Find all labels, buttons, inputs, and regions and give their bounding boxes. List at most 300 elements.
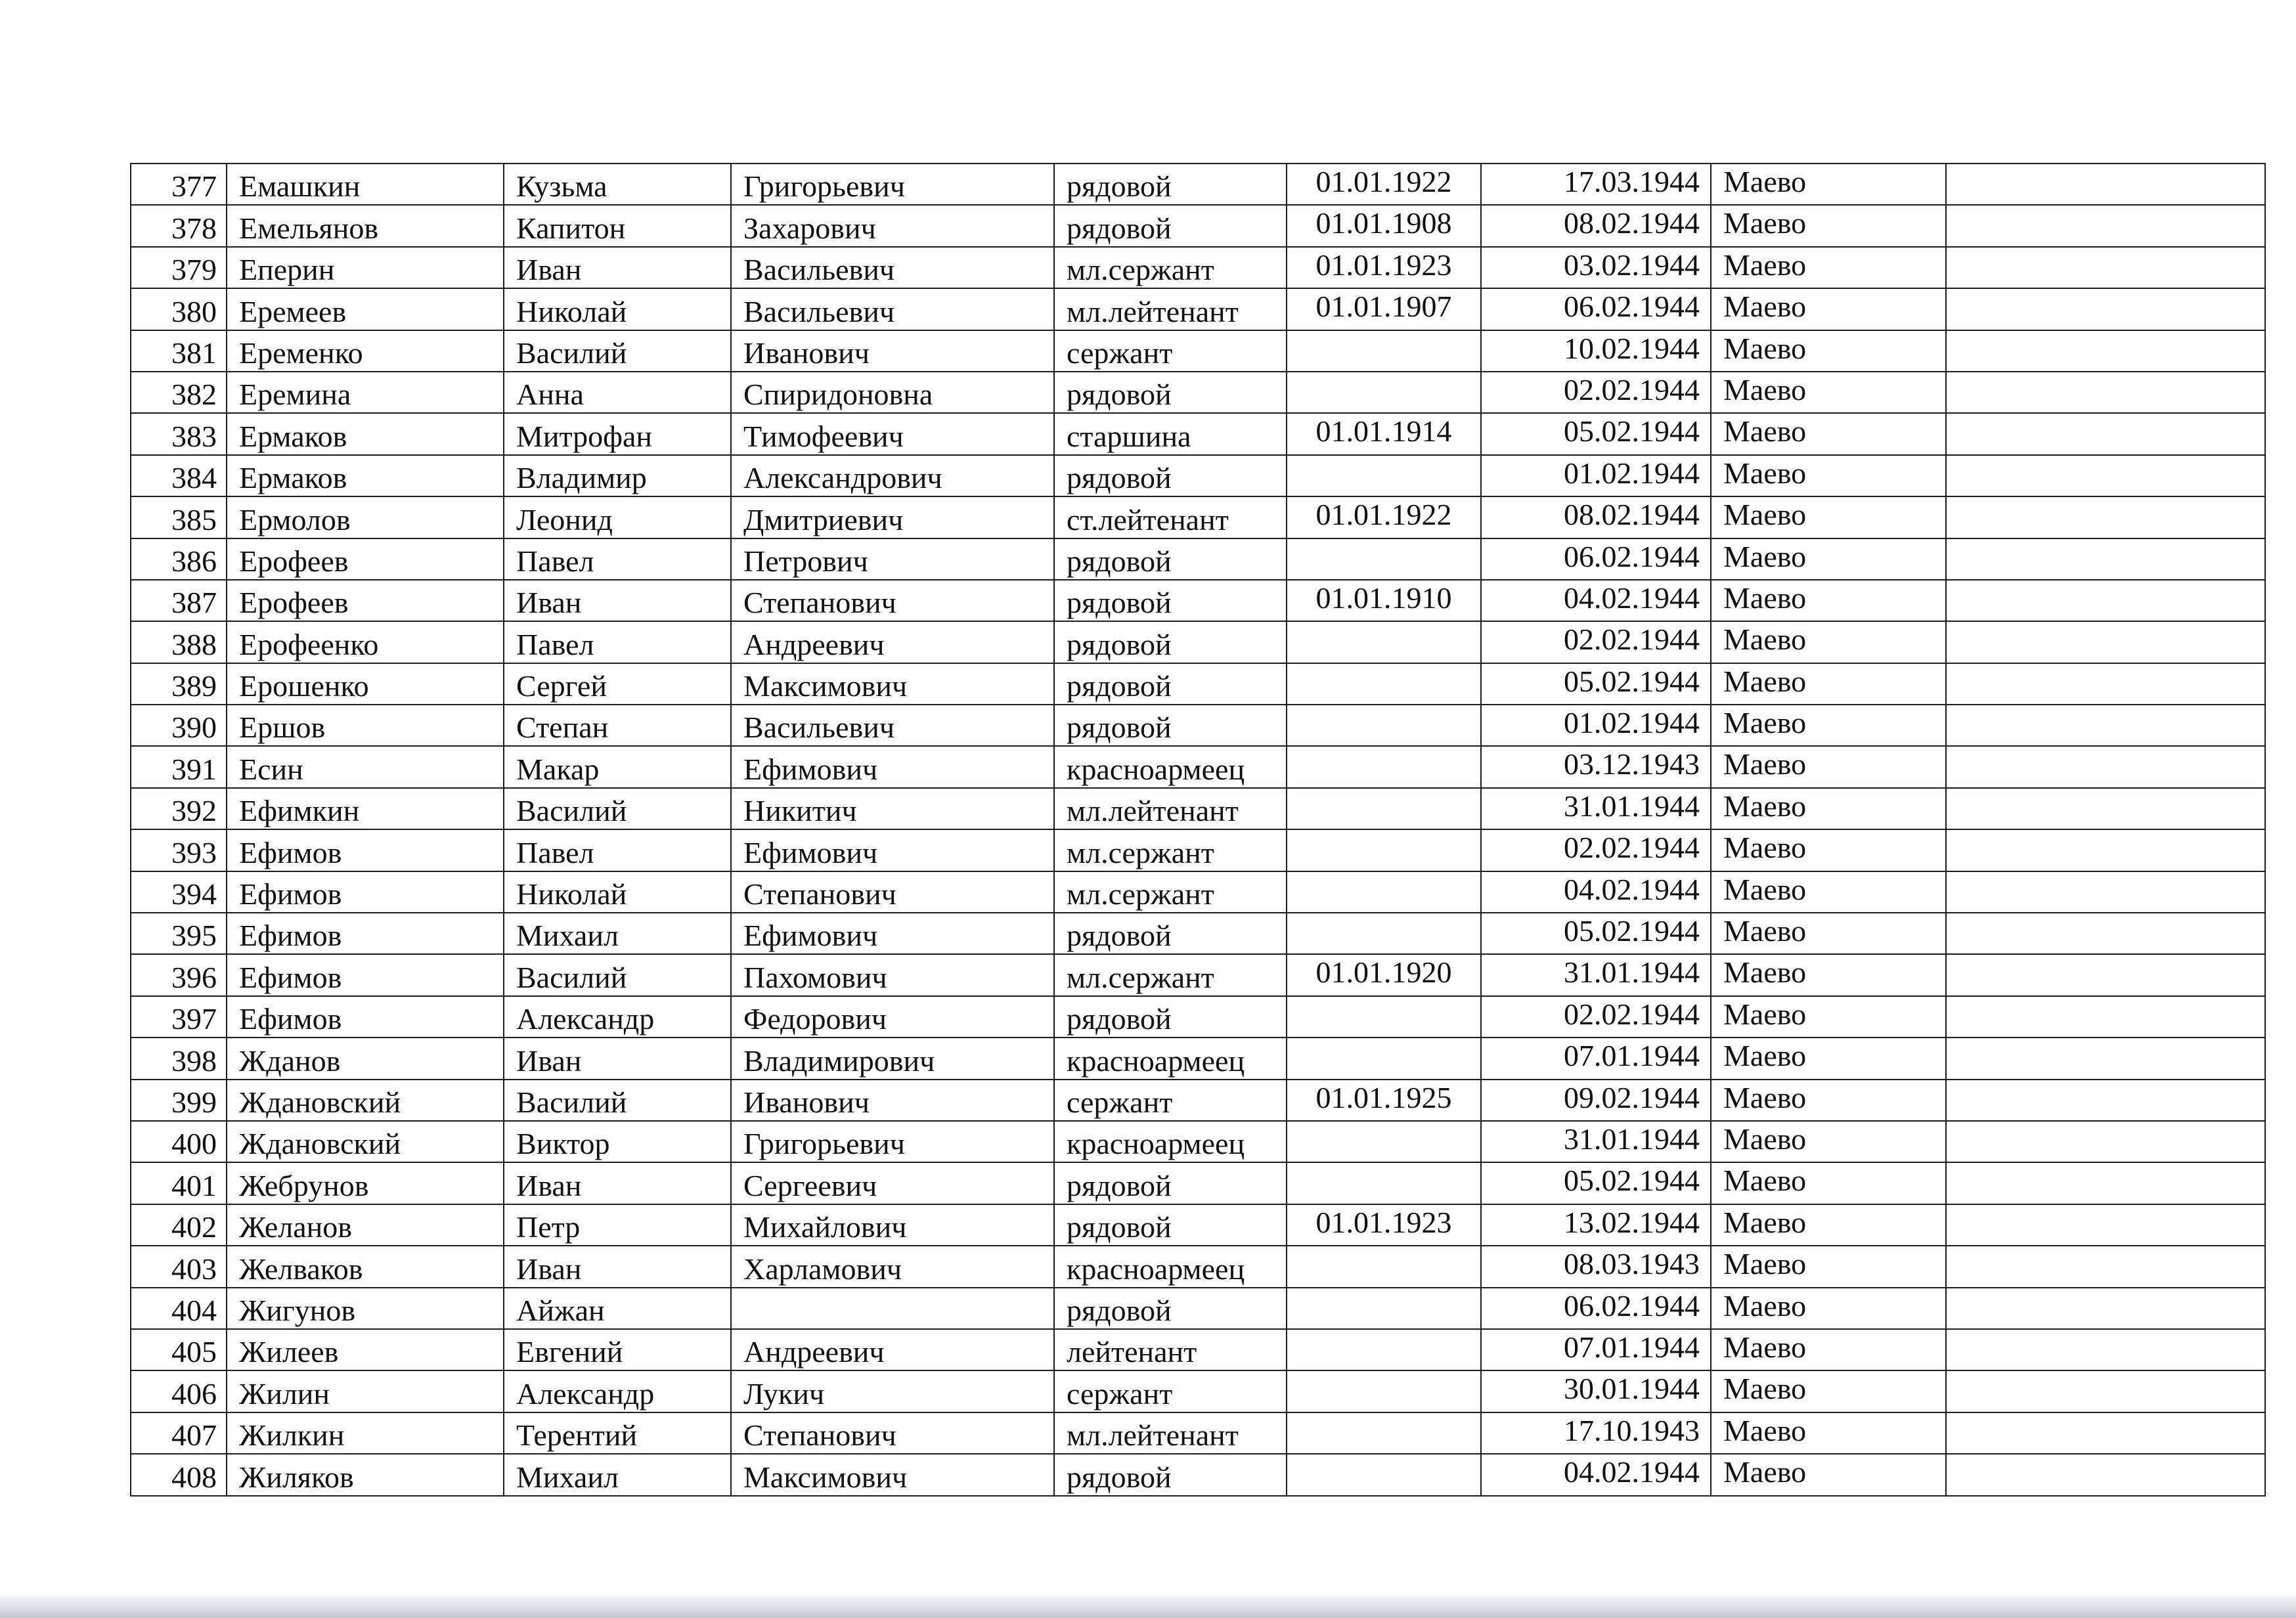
death-date: 17.10.1943: [1481, 1412, 1711, 1454]
row-number: 380: [131, 288, 227, 330]
birth-date: 01.01.1914: [1287, 413, 1481, 454]
rank: рядовой: [1054, 1288, 1287, 1329]
notes-cell: [1946, 372, 2265, 413]
table-row: [131, 164, 2265, 205]
burial-place: Маево: [1711, 1412, 1946, 1454]
row-number: 388: [131, 621, 227, 663]
first-name: Иван: [504, 580, 731, 621]
table-row: [131, 455, 2265, 496]
patronymic: Ефимович: [731, 746, 1054, 787]
death-date: 01.02.1944: [1481, 455, 1711, 496]
birth-date: 01.01.1907: [1287, 288, 1481, 330]
burial-place: Маево: [1711, 621, 1946, 663]
table-row: [131, 871, 2265, 913]
notes-cell: [1946, 413, 2265, 454]
table-row: [131, 288, 2265, 330]
notes-cell: [1946, 746, 2265, 787]
notes-cell: [1946, 1162, 2265, 1204]
notes-cell: [1946, 1454, 2265, 1495]
burial-place: Маево: [1711, 788, 1946, 829]
first-name: Евгений: [504, 1329, 731, 1370]
birth-date: [1287, 538, 1481, 580]
last-name: Желваков: [227, 1246, 504, 1287]
rank: рядовой: [1054, 913, 1287, 954]
notes-cell: [1946, 455, 2265, 496]
first-name: Александр: [504, 996, 731, 1038]
notes-cell: [1946, 1121, 2265, 1162]
patronymic: Дмитриевич: [731, 496, 1054, 538]
notes-cell: [1946, 705, 2265, 746]
rank: рядовой: [1054, 164, 1287, 205]
table-row: [131, 247, 2265, 288]
birth-date: [1287, 913, 1481, 954]
notes-cell: [1946, 1038, 2265, 1079]
burial-place: Маево: [1711, 1038, 1946, 1079]
birth-date: 01.01.1922: [1287, 164, 1481, 205]
table-row: [131, 496, 2265, 538]
first-name: Михаил: [504, 1454, 731, 1495]
patronymic: Андреевич: [731, 1329, 1054, 1370]
first-name: Иван: [504, 247, 731, 288]
burial-place: Маево: [1711, 413, 1946, 454]
table-row: [131, 330, 2265, 372]
row-number: 407: [131, 1412, 227, 1454]
death-date: 01.02.1944: [1481, 705, 1711, 746]
row-number: 378: [131, 205, 227, 246]
table-row: [131, 413, 2265, 454]
birth-date: [1287, 1162, 1481, 1204]
burial-place: Маево: [1711, 1080, 1946, 1121]
table-row: [131, 663, 2265, 705]
birth-date: [1287, 1246, 1481, 1287]
birth-date: [1287, 829, 1481, 871]
last-name: Желанов: [227, 1204, 504, 1246]
death-date: 05.02.1944: [1481, 663, 1711, 705]
table-row: [131, 954, 2265, 995]
death-date: 30.01.1944: [1481, 1370, 1711, 1412]
last-name: Ерофеев: [227, 538, 504, 580]
last-name: Ефимов: [227, 913, 504, 954]
birth-date: [1287, 330, 1481, 372]
row-number: 379: [131, 247, 227, 288]
patronymic: Лукич: [731, 1370, 1054, 1412]
row-number: 403: [131, 1246, 227, 1287]
row-number: 404: [131, 1288, 227, 1329]
patronymic: Иванович: [731, 330, 1054, 372]
birth-date: [1287, 746, 1481, 787]
notes-cell: [1946, 288, 2265, 330]
row-number: 389: [131, 663, 227, 705]
patronymic: Спиридоновна: [731, 372, 1054, 413]
rank: рядовой: [1054, 1162, 1287, 1204]
birth-date: [1287, 372, 1481, 413]
first-name: Василий: [504, 954, 731, 995]
first-name: Виктор: [504, 1121, 731, 1162]
birth-date: [1287, 1454, 1481, 1495]
first-name: Павел: [504, 829, 731, 871]
table-row: [131, 621, 2265, 663]
first-name: Иван: [504, 1246, 731, 1287]
row-number: 392: [131, 788, 227, 829]
rank: мл.сержант: [1054, 829, 1287, 871]
burial-place: Маево: [1711, 164, 1946, 205]
burial-place: Маево: [1711, 455, 1946, 496]
first-name: Терентий: [504, 1412, 731, 1454]
table-row: [131, 1246, 2265, 1287]
rank: мл.сержант: [1054, 954, 1287, 995]
patronymic: Михайлович: [731, 1204, 1054, 1246]
notes-cell: [1946, 538, 2265, 580]
death-date: 09.02.1944: [1481, 1080, 1711, 1121]
burial-place: Маево: [1711, 1370, 1946, 1412]
burial-place: Маево: [1711, 1121, 1946, 1162]
burial-place: Маево: [1711, 1162, 1946, 1204]
last-name: Жданов: [227, 1038, 504, 1079]
notes-cell: [1946, 788, 2265, 829]
birth-date: 01.01.1925: [1287, 1080, 1481, 1121]
patronymic: Харламович: [731, 1246, 1054, 1287]
patronymic: Степанович: [731, 580, 1054, 621]
burial-place: Маево: [1711, 1246, 1946, 1287]
death-date: 03.02.1944: [1481, 247, 1711, 288]
row-number: 399: [131, 1080, 227, 1121]
birth-date: [1287, 788, 1481, 829]
birth-date: 01.01.1923: [1287, 1204, 1481, 1246]
notes-cell: [1946, 1080, 2265, 1121]
death-date: 07.01.1944: [1481, 1329, 1711, 1370]
row-number: 402: [131, 1204, 227, 1246]
patronymic: Степанович: [731, 871, 1054, 913]
table-row: [131, 1412, 2265, 1454]
death-date: 31.01.1944: [1481, 954, 1711, 995]
first-name: Павел: [504, 538, 731, 580]
rank: красноармеец: [1054, 1121, 1287, 1162]
birth-date: [1287, 621, 1481, 663]
notes-cell: [1946, 205, 2265, 246]
birth-date: [1287, 1370, 1481, 1412]
notes-cell: [1946, 829, 2265, 871]
birth-date: 01.01.1908: [1287, 205, 1481, 246]
last-name: Ермолов: [227, 496, 504, 538]
death-date: 10.02.1944: [1481, 330, 1711, 372]
notes-cell: [1946, 621, 2265, 663]
death-date: 04.02.1944: [1481, 871, 1711, 913]
row-number: 397: [131, 996, 227, 1038]
notes-cell: [1946, 1288, 2265, 1329]
birth-date: [1287, 1121, 1481, 1162]
patronymic: Пахомович: [731, 954, 1054, 995]
burial-records-table: [130, 163, 2266, 1497]
patronymic: Андреевич: [731, 621, 1054, 663]
row-number: 383: [131, 413, 227, 454]
birth-date: [1287, 1288, 1481, 1329]
notes-cell: [1946, 330, 2265, 372]
table-row: [131, 746, 2265, 787]
row-number: 396: [131, 954, 227, 995]
death-date: 08.03.1943: [1481, 1246, 1711, 1287]
table-row: [131, 1370, 2265, 1412]
last-name: Ерофеев: [227, 580, 504, 621]
row-number: 395: [131, 913, 227, 954]
last-name: Жигунов: [227, 1288, 504, 1329]
first-name: Сергей: [504, 663, 731, 705]
death-date: 05.02.1944: [1481, 1162, 1711, 1204]
burial-place: Маево: [1711, 1288, 1946, 1329]
birth-date: 01.01.1923: [1287, 247, 1481, 288]
burial-place: Маево: [1711, 1204, 1946, 1246]
death-date: 05.02.1944: [1481, 413, 1711, 454]
row-number: 406: [131, 1370, 227, 1412]
patronymic: Никитич: [731, 788, 1054, 829]
rank: рядовой: [1054, 996, 1287, 1038]
first-name: Петр: [504, 1204, 731, 1246]
patronymic: Ефимович: [731, 913, 1054, 954]
rank: мл.лейтенант: [1054, 288, 1287, 330]
notes-cell: [1946, 1412, 2265, 1454]
patronymic: Васильевич: [731, 247, 1054, 288]
last-name: Ерофеенко: [227, 621, 504, 663]
first-name: Михаил: [504, 913, 731, 954]
death-date: 08.02.1944: [1481, 496, 1711, 538]
rank: рядовой: [1054, 1204, 1287, 1246]
first-name: Леонид: [504, 496, 731, 538]
rank: красноармеец: [1054, 1038, 1287, 1079]
birth-date: 01.01.1910: [1287, 580, 1481, 621]
first-name: Василий: [504, 1080, 731, 1121]
notes-cell: [1946, 164, 2265, 205]
rank: рядовой: [1054, 580, 1287, 621]
burial-place: Маево: [1711, 746, 1946, 787]
row-number: 387: [131, 580, 227, 621]
burial-place: Маево: [1711, 871, 1946, 913]
last-name: Жилкин: [227, 1412, 504, 1454]
rank: рядовой: [1054, 705, 1287, 746]
burial-place: Маево: [1711, 996, 1946, 1038]
birth-date: [1287, 705, 1481, 746]
notes-cell: [1946, 871, 2265, 913]
rank: мл.сержант: [1054, 247, 1287, 288]
patronymic: Ефимович: [731, 829, 1054, 871]
table-row: [131, 913, 2265, 954]
rank: рядовой: [1054, 372, 1287, 413]
last-name: Жилеев: [227, 1329, 504, 1370]
first-name: Николай: [504, 288, 731, 330]
patronymic: Сергеевич: [731, 1162, 1054, 1204]
death-date: 17.03.1944: [1481, 164, 1711, 205]
row-number: 390: [131, 705, 227, 746]
burial-place: Маево: [1711, 580, 1946, 621]
last-name: Емельянов: [227, 205, 504, 246]
death-date: 13.02.1944: [1481, 1204, 1711, 1246]
row-number: 381: [131, 330, 227, 372]
burial-place: Маево: [1711, 663, 1946, 705]
last-name: Ермаков: [227, 413, 504, 454]
patronymic: Федорович: [731, 996, 1054, 1038]
rank: мл.сержант: [1054, 871, 1287, 913]
death-date: 08.02.1944: [1481, 205, 1711, 246]
row-number: 408: [131, 1454, 227, 1495]
notes-cell: [1946, 954, 2265, 995]
death-date: 05.02.1944: [1481, 913, 1711, 954]
burial-place: Маево: [1711, 1329, 1946, 1370]
first-name: Александр: [504, 1370, 731, 1412]
death-date: 03.12.1943: [1481, 746, 1711, 787]
birth-date: 01.01.1920: [1287, 954, 1481, 995]
rank: рядовой: [1054, 1454, 1287, 1495]
table-row: [131, 1329, 2265, 1370]
birth-date: [1287, 871, 1481, 913]
table-row: [131, 1080, 2265, 1121]
last-name: Еременко: [227, 330, 504, 372]
last-name: Емашкин: [227, 164, 504, 205]
last-name: Жилин: [227, 1370, 504, 1412]
first-name: Митрофан: [504, 413, 731, 454]
table-row: [131, 538, 2265, 580]
scan-shadow: [0, 1592, 2296, 1618]
notes-cell: [1946, 496, 2265, 538]
birth-date: [1287, 1038, 1481, 1079]
death-date: 02.02.1944: [1481, 621, 1711, 663]
table-row: [131, 829, 2265, 871]
table-row: [131, 1162, 2265, 1204]
row-number: 382: [131, 372, 227, 413]
burial-place: Маево: [1711, 288, 1946, 330]
death-date: 04.02.1944: [1481, 1454, 1711, 1495]
last-name: Ефимкин: [227, 788, 504, 829]
rank: красноармеец: [1054, 1246, 1287, 1287]
death-date: 06.02.1944: [1481, 1288, 1711, 1329]
row-number: 398: [131, 1038, 227, 1079]
burial-place: Маево: [1711, 954, 1946, 995]
last-name: Ефимов: [227, 829, 504, 871]
notes-cell: [1946, 663, 2265, 705]
table-row: [131, 1038, 2265, 1079]
table-row: [131, 580, 2265, 621]
last-name: Ждановский: [227, 1080, 504, 1121]
burial-place: Маево: [1711, 247, 1946, 288]
last-name: Ефимов: [227, 871, 504, 913]
patronymic: Васильевич: [731, 288, 1054, 330]
patronymic: Иванович: [731, 1080, 1054, 1121]
burial-place: Маево: [1711, 205, 1946, 246]
last-name: Ефимов: [227, 996, 504, 1038]
patronymic: Захарович: [731, 205, 1054, 246]
patronymic: Максимович: [731, 663, 1054, 705]
first-name: Анна: [504, 372, 731, 413]
patronymic: Григорьевич: [731, 1121, 1054, 1162]
burial-place: Маево: [1711, 372, 1946, 413]
rank: сержант: [1054, 1080, 1287, 1121]
table-body: [131, 164, 2265, 1496]
birth-date: [1287, 1412, 1481, 1454]
first-name: Василий: [504, 330, 731, 372]
notes-cell: [1946, 1204, 2265, 1246]
death-date: 02.02.1944: [1481, 829, 1711, 871]
table-row: [131, 372, 2265, 413]
first-name: Капитон: [504, 205, 731, 246]
first-name: Макар: [504, 746, 731, 787]
notes-cell: [1946, 580, 2265, 621]
patronymic: Владимирович: [731, 1038, 1054, 1079]
last-name: Ерошенко: [227, 663, 504, 705]
rank: красноармеец: [1054, 746, 1287, 787]
burial-place: Маево: [1711, 538, 1946, 580]
birth-date: [1287, 996, 1481, 1038]
row-number: 405: [131, 1329, 227, 1370]
rank: мл.лейтенант: [1054, 788, 1287, 829]
row-number: 386: [131, 538, 227, 580]
rank: рядовой: [1054, 621, 1287, 663]
death-date: 07.01.1944: [1481, 1038, 1711, 1079]
burial-place: Маево: [1711, 330, 1946, 372]
first-name: Иван: [504, 1162, 731, 1204]
patronymic: Степанович: [731, 1412, 1054, 1454]
table-row: [131, 205, 2265, 246]
death-date: 31.01.1944: [1481, 788, 1711, 829]
patronymic: Тимофеевич: [731, 413, 1054, 454]
notes-cell: [1946, 1246, 2265, 1287]
table-row: [131, 705, 2265, 746]
rank: рядовой: [1054, 538, 1287, 580]
last-name: Ермаков: [227, 455, 504, 496]
birth-date: 01.01.1922: [1287, 496, 1481, 538]
last-name: Есин: [227, 746, 504, 787]
last-name: Жиляков: [227, 1454, 504, 1495]
rank: сержант: [1054, 1370, 1287, 1412]
row-number: 394: [131, 871, 227, 913]
patronymic: Васильевич: [731, 705, 1054, 746]
last-name: Ждановский: [227, 1121, 504, 1162]
notes-cell: [1946, 1370, 2265, 1412]
burial-place: Маево: [1711, 496, 1946, 538]
table-row: [131, 1121, 2265, 1162]
rank: сержант: [1054, 330, 1287, 372]
notes-cell: [1946, 247, 2265, 288]
patronymic: Максимович: [731, 1454, 1054, 1495]
death-date: 02.02.1944: [1481, 996, 1711, 1038]
death-date: 04.02.1944: [1481, 580, 1711, 621]
table-row: [131, 1288, 2265, 1329]
death-date: 31.01.1944: [1481, 1121, 1711, 1162]
notes-cell: [1946, 996, 2265, 1038]
patronymic: Григорьевич: [731, 164, 1054, 205]
birth-date: [1287, 663, 1481, 705]
rank: ст.лейтенант: [1054, 496, 1287, 538]
first-name: Степан: [504, 705, 731, 746]
last-name: Еремеев: [227, 288, 504, 330]
burial-place: Маево: [1711, 1454, 1946, 1495]
patronymic: Петрович: [731, 538, 1054, 580]
first-name: Владимир: [504, 455, 731, 496]
patronymic: [731, 1288, 1054, 1329]
last-name: Жебрунов: [227, 1162, 504, 1204]
death-date: 02.02.1944: [1481, 372, 1711, 413]
table-row: [131, 1204, 2265, 1246]
table-row: [131, 996, 2265, 1038]
first-name: Павел: [504, 621, 731, 663]
burial-place: Маево: [1711, 705, 1946, 746]
patronymic: Александрович: [731, 455, 1054, 496]
row-number: 377: [131, 164, 227, 205]
first-name: Василий: [504, 788, 731, 829]
last-name: Ефимов: [227, 954, 504, 995]
row-number: 401: [131, 1162, 227, 1204]
row-number: 385: [131, 496, 227, 538]
first-name: Николай: [504, 871, 731, 913]
table-row: [131, 788, 2265, 829]
burial-place: Маево: [1711, 913, 1946, 954]
birth-date: [1287, 1329, 1481, 1370]
